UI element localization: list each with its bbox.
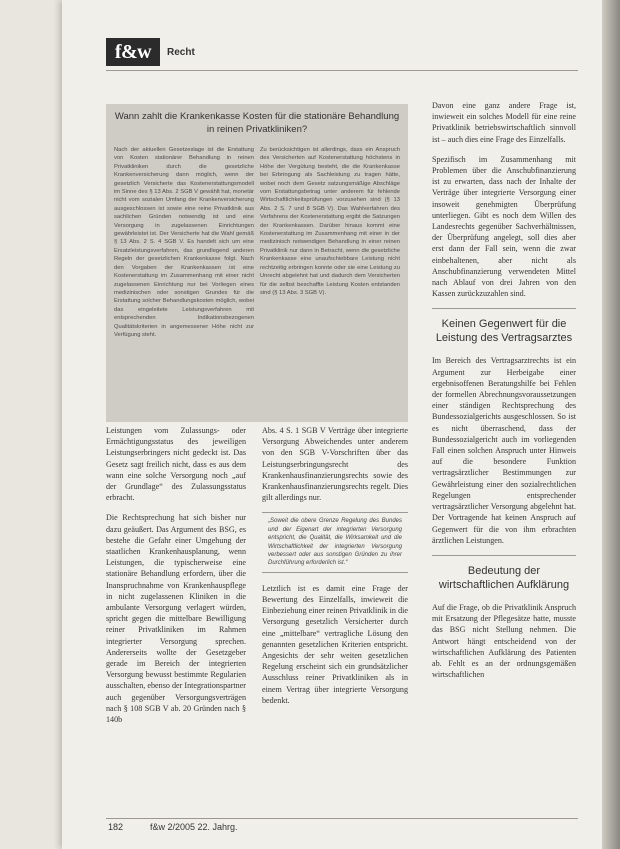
- journal-logo: f&w: [106, 38, 160, 66]
- paragraph: Auf die Frage, ob die Privatklinik Anspruch mit Ersatzung der Pflegesätze hatte, musste das BSG nicht Stellung nehmen. Die Antwort hängt entscheidend von der wirtschaftlichen Aufklärung des Patienten ab. Fehlt es an der ordnungsgemäßen wirtschaftlichen: [432, 602, 576, 680]
- subhead-rule: [432, 308, 576, 309]
- subhead-rule: [432, 555, 576, 556]
- paragraph: Leistungen vom Zulassungs- oder Ermächtigungsstatus des jeweiligen Leistungserbringers nicht gedeckt ist. Das Gesetz sagt freilich nicht, dass es aus dem wann eine solche Versorgung noch „auf der Grundlage“ des Zulassungsstatus erbracht.: [106, 426, 246, 503]
- info-box-column-1: Nach der aktuellen Gesetzeslage ist die Erstattung von Kosten stationärer Behandlung in reinen Privatkliniken durch die gesetzliche Krankenversicherung dann möglich, wenn der gesetzlich Versicherte das Kostenerstattungsmodell im Sinne des § 13 Abs. 2 SGB V gewählt hat, monetär nicht vom sozialen Umfang der Krankenversicherung ausgeschlossen ist sowie eine reine Privatklinik aus sachlichen Gründen notwendig ist und eine Versorgung in zugelassenen Einrichtungen gewährleistet ist. Der Versicherte hat die Wahl gemäß § 13 Abs. 2 S. 4 SGB V. Es handelt sich um eine Ersatzleistungsverfahren, das grundlegend anderen Regeln der gesetzlichen Krankenkasse folgt. Nach den Vorgaben der Krankenkassen ist eine Kostenerstattung im Zusammenhang mit einer nicht zugelassenen Einrichtung nur bei Vorliegen eines medizinischen oder sonstigen Grundes für die Erstattung solcher Behandlungskosten möglich, wobei das eingeleitete Leistungsverfahren mit entsprechenden Indikationsbezogenen Qualitätskriterien in angemessener Höhe nicht zur Verfügung steht.: [114, 147, 254, 338]
- paragraph: Abs. 4 S. 1 SGB V Verträge über integrierte Versorgung Abweichendes unter anderem von den SGB V-Vorschriften über das Leistungserbringungsrecht des Krankenhausfinanzierungsrechts sowie des Krankenhausfinanzierungsrechts regelt. Dies gilt allerdings nur.: [262, 426, 408, 503]
- page-number: 182: [108, 822, 124, 832]
- text-column-left: [106, 425, 246, 825]
- paragraph: Spezifisch im Zusammenhang mit Problemen über die Anschubfinanzierung ist zu erwarten, dass nach der Inhalte der Verträge über integrierte Versorgung einer insoweit genehmigten Überprüfung unterliegen. Gibt es noch dem Willen des Landesrechts gegenüber Sachverhältnissen, der Überprüfung angelegt, soll dies aber erst dann der Fall sein, wenn die zwar einbehaltenen, aber nicht als Anschubfinanzierung verwendeten Mittel nach Ablauf von drei Jahren von den Kassen zurückzuzahlen sind.: [432, 154, 576, 299]
- text-column-middle: [262, 425, 408, 825]
- paragraph: Die Rechtsprechung hat sich bisher nur dazu geäußert. Das Argument des BSG, es bestehe die Gefahr einer Umgehung der staatlichen Krankenhausplanung, wenn Leistungen, die typischerweise eine stationäre Behandlung erfordern, über die Inanspruchnahme von Krankenhauspflege in nicht zugelassenen Kliniken in die ambulante Versorgung verlagert würden, spricht gegen die mittelbare Bewilligung reiner Privatkliniken im Rahmen integrierter Versorgung sprechen. Andererseits wollte der Gesetzgeber gerade im Bereich der integrierten Versorgung bewusst bestimmte Regularien ausschalten, ebenso der Integrationspartner auch gegenüber Versorgungsverträgen nach § 108 SGB V ab. 20 Gründen nach § 140b: [106, 513, 246, 725]
- header-rule: [106, 70, 578, 71]
- page-edge-shadow: [602, 0, 620, 849]
- info-box-title: Wann zahlt die Krankenkasse Kosten für die stationäre Behandlung in reinen Privatkliniken?: [114, 111, 400, 135]
- subheading: Bedeutung der wirtschaftlichen Aufklärung: [438, 564, 570, 591]
- text-column-right: [432, 100, 576, 825]
- subheading: Keinen Gegenwert für die Leistung des Vertragsarztes: [435, 318, 573, 345]
- pull-quote: „Soweit die obere Grenze Regelung des Bundes und der Eigenart der integrierten Versorgung entspricht, die Qualität, die Wirksamkeit und die Wirtschaftlichkeit der integrierten Versorgung verbessert oder aus sonstigen Gründen zu ihrer Durchführung erforderlich ist.“: [262, 512, 408, 572]
- paragraph: Letztlich ist es damit eine Frage der Bewertung des Einzelfalls, inwieweit die Einbeziehung einer reinen Privatklinik in die Versorgung gesetzlich Versicherter durch eine „mittelbare“ vertragliche Lösung den genannten gesetzlichen Kriterien entspricht. Angesichts der sehr weiten gesetzlichen Regelung erscheint sich ein grundsätzlicher Ausschluss reiner Privatkliniken als in einem Vertrag über integrierte Versorgung bedenkt.: [262, 583, 408, 705]
- journal-issue: f&w 2/2005 22. Jahrg.: [150, 822, 238, 832]
- info-box-column-2: Zu berücksichtigen ist allerdings, dass ein Anspruch des Versicherten auf Kostenerstattung höchstens in Höhe der Vergütung besteht, die die Krankenkasse bei Erbringung als Sachleistung zu tragen hätte, wobei noch dem Gesetz satzungsmäßige Abschläge vom Erstattungsbetrag unter anderem für fehlende Wirtschaftlichkeitsprüfungen vorzusehen sind (§ 13 Abs. 2 S. 7 und 8 SGB V). Das Wahlverfahren des Verfahrens der Kostenerstattung ergibt die Satzungen der Krankenkassen. Darüber hinaus kommt eine Kostenerstattung im Zusammenhang mit einer in der medizinisch notwendigen Behandlung in einer reinen Privatklinik nur dann in Betracht, wenn die gesetzliche Krankenkasse eine unaufschiebbare Leistung nicht rechtzeitig erbringen konnte oder sie eine Leistung zu Unrecht abgelehnt hat und dadurch dem Versicherten für die selbst beschaffte Leistung Kosten entstanden sind (§ 13 Abs. 3 SGB V).: [260, 147, 400, 296]
- footer-rule: [106, 818, 578, 819]
- info-box: [106, 104, 408, 422]
- section-label: Recht: [167, 47, 195, 58]
- paragraph: Davon eine ganz andere Frage ist, inwieweit ein solches Modell für eine reine Privatklinik betriebswirtschaftlich sinnvoll ist – auch dies eine Frage des Einzelfalls.: [432, 101, 576, 144]
- paragraph: Im Bereich des Vertragsarztrechts ist ein Argument zur Herbeigabe einer ergebnisoffenen Beratungshilfe bei Fehlen der formellen Abrechnungsvoraussetzungen einer ständigen Rechtsprechung des Bundessozialgerichts ausgeschlossen. So ist es nicht überraschend, dass der Bundessozialgericht auch im vorliegenden Fall einen solchen Anspruch unter Hinweis auf die besondere Funktion vertragsärztlicher Bestimmungen zur Gewährleistung einer den sozialrechtlichen Regelungen entsprechender vertragsärztlicher Versorgung abgelehnt hat. Der Vortragende hat keinen Anspruch auf Gegenwert für die von ihm erbrachten ärztlichen Leistungen.: [432, 356, 576, 545]
